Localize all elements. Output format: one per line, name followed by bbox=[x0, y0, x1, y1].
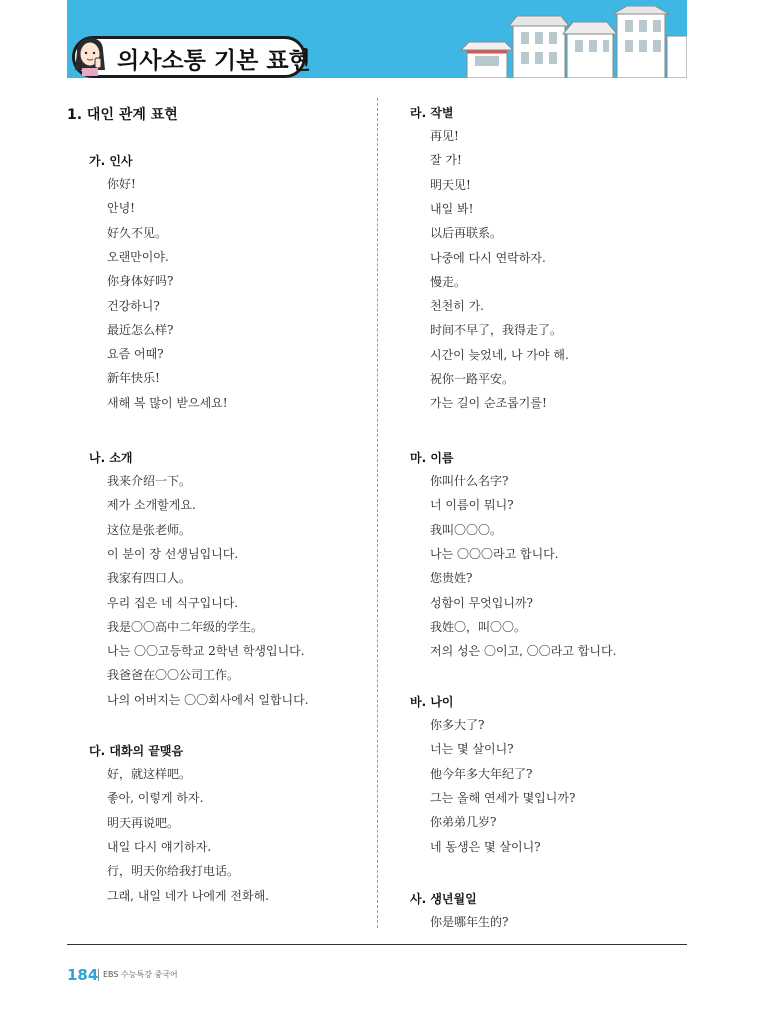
group-heading: 가. 인사 bbox=[89, 154, 133, 168]
phrase-line: 내일 다시 얘기하자. bbox=[107, 839, 212, 854]
phrase-line: 你是哪年生的? bbox=[430, 915, 509, 929]
group-heading: 바. 나이 bbox=[410, 695, 454, 709]
phrase-line: 好久不见。 bbox=[107, 225, 168, 240]
phrase-line: 제가 소개할게요. bbox=[107, 498, 196, 513]
group-heading: 사. 생년월일 bbox=[410, 892, 477, 906]
phrase-line: 祝你一路平安。 bbox=[430, 372, 515, 386]
phrase-line: 你多大了? bbox=[430, 718, 485, 732]
phrase-line: 这位是张老师。 bbox=[107, 522, 192, 537]
phrase-line: 나중에 다시 연락하자. bbox=[430, 250, 546, 265]
phrase-line: 나의 어버지는 〇〇회사에서 일합니다. bbox=[107, 692, 309, 707]
phrase-line: 잘 가! bbox=[430, 153, 462, 168]
phrase-line: 我爸爸在〇〇公司工作。 bbox=[107, 668, 240, 683]
phrase-line: 好，就这样吧。 bbox=[107, 767, 192, 781]
phrase-line: 건강하니? bbox=[107, 298, 160, 313]
phrase-line: 你好! bbox=[107, 177, 136, 191]
phrase-line: 慢走。 bbox=[430, 274, 467, 289]
phrase-line: 천천히 가. bbox=[430, 299, 484, 314]
footer-separator bbox=[98, 969, 99, 981]
phrase-line: 他今年多大年纪了? bbox=[430, 766, 533, 781]
phrase-line: 我叫〇〇〇。 bbox=[430, 522, 503, 537]
phrase-line: 네 동생은 몇 살이니? bbox=[430, 839, 541, 854]
phrase-line: 너는 몇 살이니? bbox=[430, 742, 514, 757]
phrase-line: 너 이름이 뭐니? bbox=[430, 498, 514, 513]
phrase-line: 我姓〇，叫〇〇。 bbox=[430, 619, 527, 634]
banner-strip bbox=[67, 78, 687, 84]
header-banner bbox=[67, 0, 687, 84]
footer-book-title: EBS 수능특강 중국어 bbox=[103, 970, 178, 979]
phrase-line: 新年快乐! bbox=[107, 371, 160, 386]
phrase-line: 나는 〇〇〇라고 합니다. bbox=[430, 546, 559, 561]
phrase-line: 你叫什么名字? bbox=[430, 474, 509, 488]
phrase-line: 내일 봐! bbox=[430, 201, 474, 216]
title-pill bbox=[72, 36, 311, 78]
group-heading: 마. 이름 bbox=[410, 451, 454, 465]
buildings-illustration bbox=[457, 6, 687, 78]
section-title: 1. 대인 관계 표현 bbox=[67, 107, 178, 123]
phrase-line: 时间不早了，我得走了。 bbox=[430, 323, 563, 338]
phrase-line: 你身体好吗? bbox=[107, 274, 174, 289]
phrase-line: 以后再联系。 bbox=[430, 226, 503, 241]
phrase-line: 이 분이 장 선생님입니다. bbox=[107, 546, 239, 561]
phrase-line: 明天再说吧。 bbox=[107, 815, 180, 830]
phrase-line: 성함이 무엇입니까? bbox=[430, 595, 533, 610]
phrase-line: 요즘 어때? bbox=[107, 347, 164, 362]
phrase-line: 我是〇〇高中二年级的学生。 bbox=[107, 619, 264, 634]
phrase-line: 行，明天你给我打电话。 bbox=[107, 864, 240, 879]
girl-mascot-icon bbox=[73, 30, 107, 78]
phrase-line: 그는 올해 연세가 몇입니까? bbox=[430, 790, 576, 805]
phrase-line: 我家有四口人。 bbox=[107, 571, 192, 586]
phrase-line: 좋아, 이렇게 하자. bbox=[107, 791, 204, 806]
phrase-line: 우리 집은 네 식구입니다. bbox=[107, 595, 239, 610]
footer-rule bbox=[67, 944, 687, 945]
phrase-line: 시간이 늦었네, 나 가야 해. bbox=[430, 347, 569, 362]
phrase-line: 가는 길이 순조롭기를! bbox=[430, 396, 547, 411]
phrase-line: 나는 〇〇고등학교 2학년 학생입니다. bbox=[107, 644, 305, 659]
phrase-line: 明天见! bbox=[430, 177, 471, 192]
phrase-line: 您贵姓? bbox=[430, 571, 473, 586]
phrase-line: 오랜만이야. bbox=[107, 249, 169, 264]
group-heading: 다. 대화의 끝맺음 bbox=[89, 744, 184, 758]
phrase-line: 새해 복 많이 받으세요! bbox=[107, 395, 228, 410]
group-heading: 라. 작별 bbox=[410, 106, 454, 120]
phrase-line: 안녕! bbox=[107, 201, 136, 216]
phrase-line: 그래, 내일 네가 나에게 전화해. bbox=[107, 888, 269, 903]
group-heading: 나. 소개 bbox=[89, 451, 133, 465]
page-title: 의사소통 기본 표현 bbox=[117, 48, 311, 74]
phrase-line: 我来介绍一下。 bbox=[107, 474, 192, 488]
phrase-line: 你弟弟几岁? bbox=[430, 815, 497, 830]
phrase-line: 저의 성은 〇이고, 〇〇라고 합니다. bbox=[430, 644, 617, 659]
page-number: 184 bbox=[67, 966, 99, 984]
column-divider bbox=[377, 98, 378, 928]
phrase-line: 最近怎么样? bbox=[107, 322, 174, 337]
phrase-line: 再见! bbox=[430, 129, 459, 143]
